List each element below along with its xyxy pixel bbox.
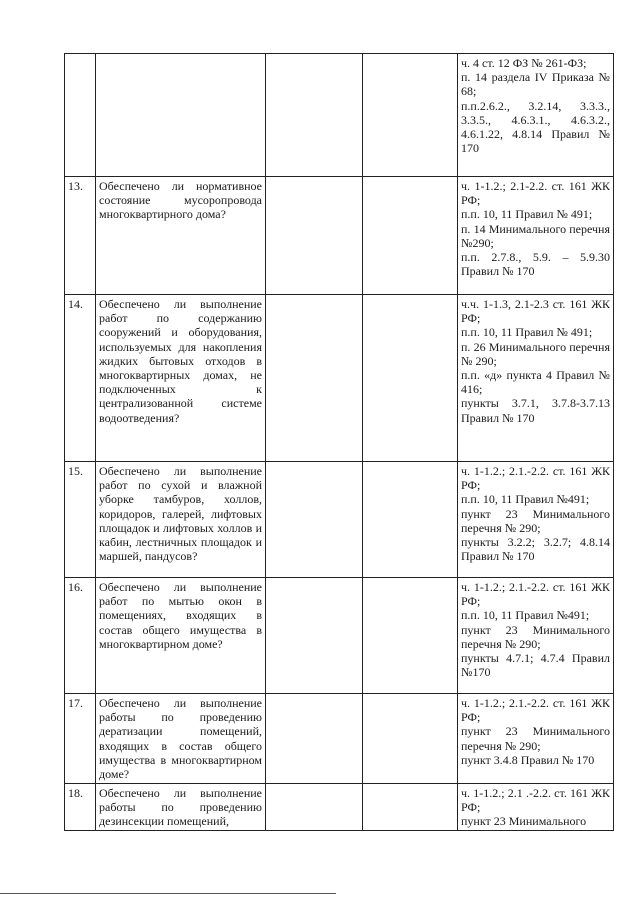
row-number: 13. bbox=[65, 177, 96, 295]
answer-cell bbox=[266, 578, 363, 694]
answer-cell bbox=[266, 694, 363, 784]
answer-cell bbox=[266, 784, 363, 831]
table-row bbox=[65, 462, 614, 578]
checklist-table bbox=[64, 53, 614, 831]
row-number: 18. bbox=[65, 784, 96, 831]
requirements-cell: ч. 4 ст. 12 ФЗ № 261-ФЗ; п. 14 раздела IV Приказа № 68; п.п.2.6.2., 3.2.14, 3.3.3., 3.3.5., 4.6.3.1., 4.6.3.2., 4.6.1.22, 4.8.14 Правил № 170 bbox=[458, 54, 614, 177]
question-cell: Обеспечено ли выполнение работы по проведению дезинсекции помещений, bbox=[96, 784, 266, 831]
answer-cell bbox=[363, 54, 458, 177]
question-cell: Обеспечено ли выполнение работ по сухой и влажной уборке тамбуров, холлов, коридоров, галерей, лифтовых площадок и лифтовых холлов и кабин, лестничных площадок и маршей, пандусов? bbox=[96, 462, 266, 578]
table-row bbox=[65, 54, 614, 177]
requirements-cell: ч. 1-1.2.; 2.1-2.2. ст. 161 ЖК РФ; п.п. 10, 11 Правил № 491; п. 14 Минимального перечня №290; п.п. 2.7.8., 5.9. – 5.9.30 Правил № 170 bbox=[458, 177, 614, 295]
question-cell: Обеспечено ли выполнение работ по содержанию сооружений и оборудования, используемых для накопления жидких бытовых отходов в многоквартирных домах, не подключенных к централизованной системе водоотведения? bbox=[96, 295, 266, 462]
answer-cell bbox=[266, 177, 363, 295]
row-number bbox=[65, 54, 96, 177]
table-row bbox=[65, 295, 614, 462]
requirements-cell: ч. 1-1.2.; 2.1.-2.2. ст. 161 ЖК РФ; п.п. 10, 11 Правил №491; пункт 23 Минимального перечня № 290; пункты 3.2.2; 3.2.7; 4.8.14 Правил № 170 bbox=[458, 462, 614, 578]
answer-cell bbox=[363, 295, 458, 462]
question-cell: Обеспечено ли выполнение работы по проведению дератизации помещений, входящих в состав общего имущества в многоквартирном доме? bbox=[96, 694, 266, 784]
table-row bbox=[65, 578, 614, 694]
answer-cell bbox=[363, 177, 458, 295]
table-row bbox=[65, 784, 614, 831]
checklist-page bbox=[64, 53, 613, 831]
question-cell: Обеспечено ли нормативное состояние мусоропровода многоквартирного дома? bbox=[96, 177, 266, 295]
requirements-cell: ч. 1-1.2.; 2.1.-2.2. ст. 161 ЖК РФ; п.п. 10, 11 Правил №491; пункт 23 Минимального перечня № 290; пункты 4.7.1; 4.7.4 Правил №170 bbox=[458, 578, 614, 694]
question-cell bbox=[96, 54, 266, 177]
table-row bbox=[65, 694, 614, 784]
requirements-cell: ч.ч. 1-1.3, 2.1-2.3 ст. 161 ЖК РФ; п.п. 10, 11 Правил № 491; п. 26 Минимального перечня № 290; п.п. «д» пункта 4 Правил № 416; пункты 3.7.1, 3.7.8-3.7.13 Правил № 170 bbox=[458, 295, 614, 462]
footnote-separator bbox=[0, 893, 336, 894]
answer-cell bbox=[266, 462, 363, 578]
question-cell: Обеспечено ли выполнение работ по мытью окон в помещениях, входящих в состав общего имущества в многоквартирном доме? bbox=[96, 578, 266, 694]
row-number: 17. bbox=[65, 694, 96, 784]
table-row bbox=[65, 177, 614, 295]
row-number: 14. bbox=[65, 295, 96, 462]
answer-cell bbox=[363, 462, 458, 578]
answer-cell bbox=[363, 784, 458, 831]
answer-cell bbox=[266, 54, 363, 177]
answer-cell bbox=[363, 578, 458, 694]
requirements-cell: ч. 1-1.2.; 2.1 .-2.2. ст. 161 ЖК РФ; пункт 23 Минимального bbox=[458, 784, 614, 831]
requirements-cell: ч. 1-1.2.; 2.1.-2.2. ст. 161 ЖК РФ; пункт 23 Минимального перечня № 290; пункт 3.4.8 Правил № 170 bbox=[458, 694, 614, 784]
row-number: 15. bbox=[65, 462, 96, 578]
row-number: 16. bbox=[65, 578, 96, 694]
answer-cell bbox=[266, 295, 363, 462]
answer-cell bbox=[363, 694, 458, 784]
